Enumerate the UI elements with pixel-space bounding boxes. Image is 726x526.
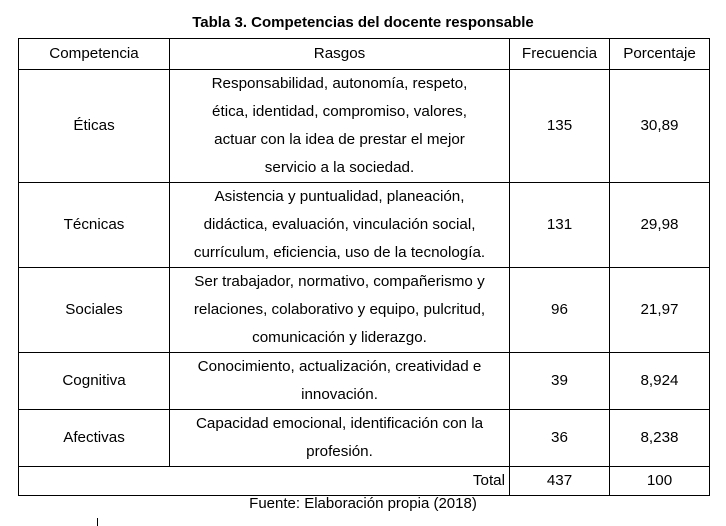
table-row [19,183,710,268]
table-row [19,410,710,467]
total-frecuencia: 437 [510,467,610,496]
competencies-table [18,38,710,496]
cell-frecuencia: 131 [510,183,610,268]
rasgos-line: profesión. [306,443,373,460]
rasgos-line: didáctica, evaluación, vinculación social, [203,216,476,233]
cell-rasgos [170,410,510,467]
table-row [19,70,710,183]
total-porcentaje: 100 [610,467,710,496]
table-row [19,268,710,353]
cell-rasgos [170,183,510,268]
cell-competencia: Cognitiva [19,353,170,410]
header-porcentaje: Porcentaje [610,39,710,70]
rasgos-line: Responsabilidad, autonomía, respeto, [211,75,468,92]
cell-porcentaje: 29,98 [610,183,710,268]
cell-competencia: Técnicas [19,183,170,268]
cell-competencia: Afectivas [19,410,170,467]
total-label: Total [19,467,510,496]
rasgos-line: Conocimiento, actualización, creatividad e [197,358,482,375]
rasgos-line: Capacidad emocional, identificación con la [195,415,484,432]
header-rasgos: Rasgos [170,39,510,70]
rasgos-line: innovación. [301,386,378,403]
cell-porcentaje: 8,238 [610,410,710,467]
rasgos-line: actuar con la idea de prestar el mejor [214,131,465,148]
header-competencia: Competencia [19,39,170,70]
cell-porcentaje: 21,97 [610,268,710,353]
cell-rasgos [170,353,510,410]
source-note: Fuente: Elaboración propia (2018) [249,495,477,512]
rasgos-line: Asistencia y puntualidad, planeación, [214,188,465,205]
total-row [19,467,710,496]
rasgos-line: Ser trabajador, normativo, compañerismo y [194,273,485,290]
cell-frecuencia: 36 [510,410,610,467]
cell-competencia: Éticas [19,70,170,183]
table-row [19,353,710,410]
rasgos-line: relaciones, colaborativo y equipo, pulcritud, [193,301,486,318]
rasgos-line: servicio a la sociedad. [264,159,415,176]
table-caption: Tabla 3. Competencias del docente responsable [192,14,534,31]
cell-porcentaje: 30,89 [610,70,710,183]
cell-porcentaje: 8,924 [610,353,710,410]
header-frecuencia: Frecuencia [510,39,610,70]
cell-rasgos [170,70,510,183]
text-cursor-mark [97,518,98,526]
cell-frecuencia: 135 [510,70,610,183]
cell-frecuencia: 96 [510,268,610,353]
cell-rasgos [170,268,510,353]
cell-frecuencia: 39 [510,353,610,410]
rasgos-line: currículum, eficiencia, uso de la tecnología. [193,244,486,261]
header-row [19,39,710,70]
rasgos-line: comunicación y liderazgo. [252,329,427,346]
cell-competencia: Sociales [19,268,170,353]
rasgos-line: ética, identidad, compromiso, valores, [212,103,467,120]
